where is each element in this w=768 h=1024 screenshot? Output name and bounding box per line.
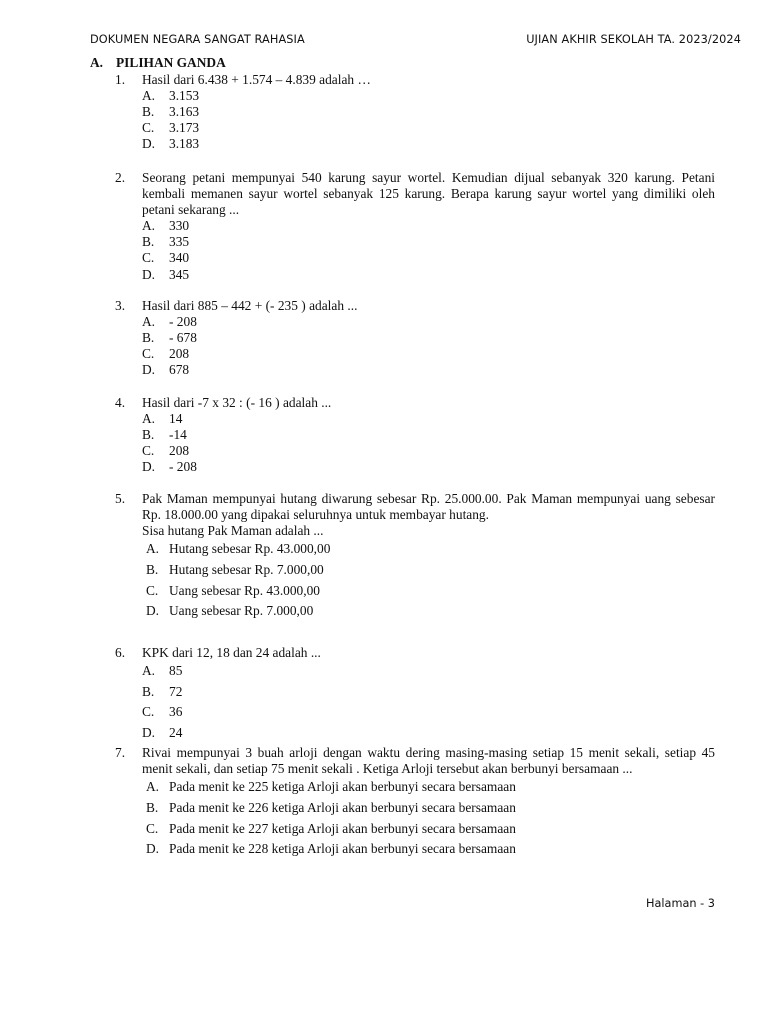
option-letter: D. <box>142 725 156 741</box>
option-letter: B. <box>142 104 155 120</box>
section-name: PILIHAN GANDA <box>116 55 226 70</box>
question-number: 4. <box>115 395 126 410</box>
option-d[interactable] <box>142 362 715 378</box>
option-list <box>142 88 715 152</box>
option-a[interactable] <box>142 539 715 560</box>
option-list <box>142 539 715 622</box>
option-letter: C. <box>142 250 155 266</box>
option-letter: C. <box>142 120 155 136</box>
option-letter: C. <box>146 820 159 836</box>
header-classification: DOKUMEN NEGARA SANGAT RAHASIA <box>90 33 305 46</box>
option-text: -14 <box>169 427 187 443</box>
question-stem: Hasil dari -7 x 32 : (- 16 ) adalah ... <box>142 395 332 410</box>
option-c[interactable] <box>142 581 715 602</box>
option-b[interactable] <box>142 682 715 703</box>
header-exam-title: UJIAN AKHIR SEKOLAH TA. 2023/2024 <box>526 33 741 46</box>
question-number: 6. <box>115 645 126 660</box>
option-c[interactable] <box>142 250 715 266</box>
question-6 <box>115 645 715 744</box>
option-text: - 208 <box>169 459 197 475</box>
option-letter: D. <box>146 841 160 857</box>
option-letter: D. <box>146 603 160 619</box>
question-stem: Hasil dari 885 – 442 + (- 235 ) adalah ... <box>142 298 358 313</box>
option-text: Uang sebesar Rp. 43.000,00 <box>169 582 320 598</box>
option-letter: A. <box>146 541 160 557</box>
option-a[interactable] <box>142 777 715 798</box>
option-a[interactable] <box>142 661 715 682</box>
option-text: - 208 <box>169 314 197 330</box>
option-text: Pada menit ke 226 ketiga Arloji akan berbunyi secara bersamaan <box>169 799 516 815</box>
option-text: 72 <box>169 683 183 699</box>
option-b[interactable] <box>142 798 715 819</box>
option-c[interactable] <box>142 346 715 362</box>
question-2 <box>115 170 715 283</box>
option-list <box>142 777 715 860</box>
option-a[interactable] <box>142 411 715 427</box>
option-b[interactable] <box>142 104 715 120</box>
option-d[interactable] <box>142 267 715 283</box>
option-text: Hutang sebesar Rp. 43.000,00 <box>169 541 331 557</box>
option-d[interactable] <box>142 723 715 744</box>
option-list <box>142 411 715 475</box>
option-text: Pada menit ke 227 ketiga Arloji akan berbunyi secara bersamaan <box>169 820 516 836</box>
question-3 <box>115 298 715 378</box>
option-text: 678 <box>169 362 190 378</box>
option-letter: B. <box>142 234 155 250</box>
option-list <box>142 218 715 282</box>
option-d[interactable] <box>142 459 715 475</box>
option-letter: B. <box>142 330 155 346</box>
question-stem: Rivai mempunyai 3 buah arloji dengan waktu dering masing-masing setiap 15 menit sekali, setiap 45 menit sekali, dan setiap 75 menit sekali . Ketiga Arloji tersebut akan berbunyi bersamaan ... <box>142 745 715 777</box>
option-c[interactable] <box>142 120 715 136</box>
question-7 <box>115 745 715 860</box>
question-number: 5. <box>115 491 126 506</box>
option-d[interactable] <box>142 136 715 152</box>
question-stem: Pak Maman mempunyai hutang diwarung sebesar Rp. 25.000.00. Pak Maman mempunyai uang sebesar Rp. 18.000.00 yang dipakai seluruhnya untuk membayar hutang. <box>142 491 715 523</box>
option-b[interactable] <box>142 234 715 250</box>
option-text: 335 <box>169 234 190 250</box>
question-stem: Hasil dari 6.438 + 1.574 – 4.839 adalah … <box>142 72 371 87</box>
option-text: 3.173 <box>169 120 200 136</box>
option-letter: B. <box>146 799 159 815</box>
question-5 <box>115 491 715 622</box>
option-a[interactable] <box>142 218 715 234</box>
option-text: 3.153 <box>169 88 200 104</box>
option-letter: C. <box>142 704 155 720</box>
option-c[interactable] <box>142 819 715 840</box>
option-letter: A. <box>142 411 156 427</box>
option-text: - 678 <box>169 330 197 346</box>
option-text: 340 <box>169 250 190 266</box>
option-text: Uang sebesar Rp. 7.000,00 <box>169 603 314 619</box>
option-letter: D. <box>142 266 156 282</box>
option-b[interactable] <box>142 560 715 581</box>
option-letter: A. <box>142 218 156 234</box>
option-text: Hutang sebesar Rp. 7.000,00 <box>169 561 324 577</box>
option-text: 208 <box>169 443 190 459</box>
option-text: 345 <box>169 266 190 282</box>
question-number: 7. <box>115 745 126 760</box>
option-a[interactable] <box>142 314 715 330</box>
option-list <box>142 314 715 378</box>
section-title <box>90 55 226 71</box>
option-text: Pada menit ke 225 ketiga Arloji akan berbunyi secara bersamaan <box>169 779 516 795</box>
option-d[interactable] <box>142 839 715 860</box>
page-number: Halaman - 3 <box>645 897 715 910</box>
option-letter: B. <box>142 427 155 443</box>
option-letter: D. <box>142 136 156 152</box>
question-4 <box>115 395 715 475</box>
option-text: Pada menit ke 228 ketiga Arloji akan berbunyi secara bersamaan <box>169 841 516 857</box>
page-header <box>90 33 741 49</box>
option-text: 330 <box>169 218 190 234</box>
section-letter: A. <box>90 55 104 70</box>
option-letter: B. <box>146 561 159 577</box>
option-letter: C. <box>142 443 155 459</box>
option-text: 36 <box>169 704 183 720</box>
question-prompt: Sisa hutang Pak Maman adalah ... <box>142 523 324 539</box>
option-letter: C. <box>146 582 159 598</box>
option-letter: A. <box>146 779 160 795</box>
option-a[interactable] <box>142 88 715 104</box>
option-text: 14 <box>169 411 183 427</box>
option-text: 208 <box>169 346 190 362</box>
option-b[interactable] <box>142 427 715 443</box>
option-letter: A. <box>142 663 156 679</box>
option-letter: A. <box>142 314 156 330</box>
option-letter: D. <box>142 362 156 378</box>
option-letter: D. <box>142 459 156 475</box>
option-list <box>142 661 715 744</box>
question-1 <box>115 72 715 152</box>
option-d[interactable] <box>142 601 715 622</box>
option-text: 3.163 <box>169 104 200 120</box>
question-stem: KPK dari 12, 18 dan 24 adalah ... <box>142 645 321 660</box>
option-c[interactable] <box>142 443 715 459</box>
option-text: 3.183 <box>169 136 200 152</box>
option-text: 24 <box>169 725 183 741</box>
question-stem: Seorang petani mempunyai 540 karung sayur wortel. Kemudian dijual sebanyak 320 karung. Petani kembali memanen sayur wortel sebanyak 125 karung. Berapa karung sayur wortel yang dimiliki oleh petani sekarang ... <box>142 170 715 218</box>
option-letter: C. <box>142 346 155 362</box>
option-letter: B. <box>142 683 155 699</box>
question-number: 2. <box>115 170 126 185</box>
question-number: 1. <box>115 72 126 87</box>
option-text: 85 <box>169 663 183 679</box>
option-letter: A. <box>142 88 156 104</box>
option-b[interactable] <box>142 330 715 346</box>
question-number: 3. <box>115 298 126 313</box>
option-c[interactable] <box>142 702 715 723</box>
